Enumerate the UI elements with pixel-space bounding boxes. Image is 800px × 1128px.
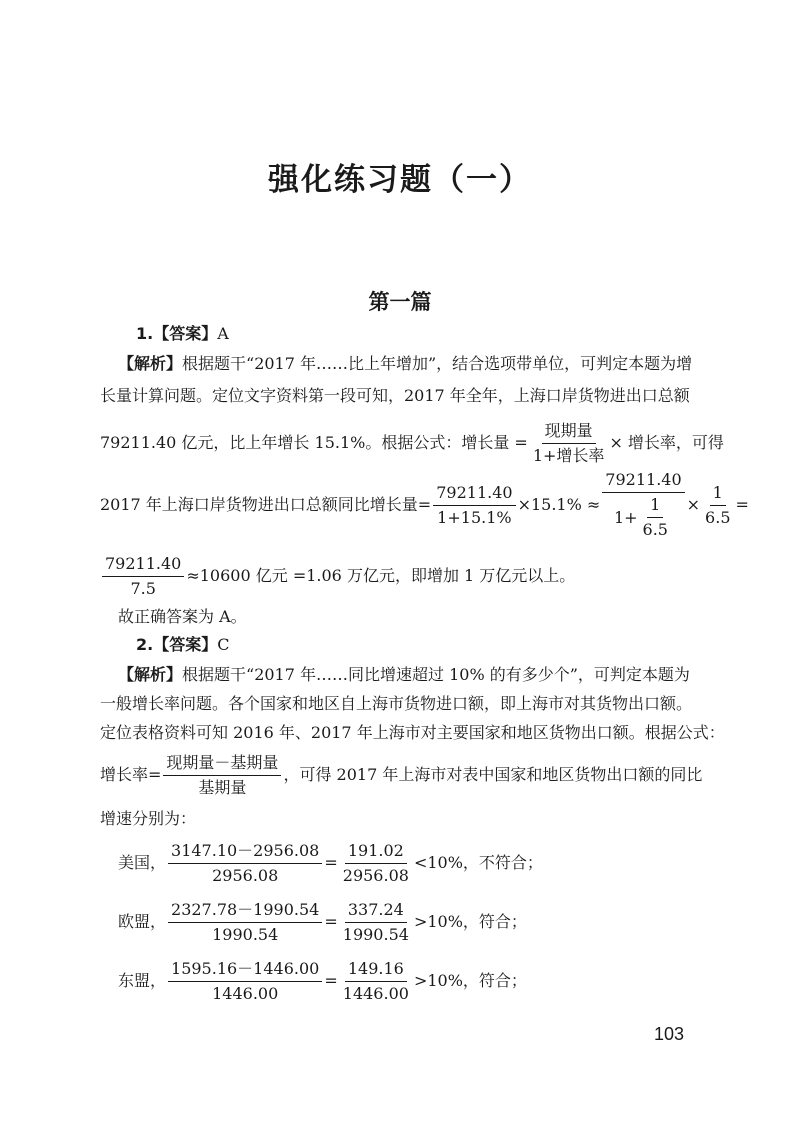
rate-row-asean	[118, 956, 527, 1006]
q1-line5	[100, 551, 575, 601]
rate-row-usa	[118, 838, 543, 888]
calc-mid: ×15.1% ≈	[517, 495, 601, 514]
q1-jiexi-line1	[118, 353, 692, 375]
row-fraction-1	[168, 900, 322, 945]
equals-sign: =	[324, 912, 338, 931]
q1-conclusion: 故正确答案为 A。	[118, 607, 247, 626]
q1-line5-text: ≈10600 亿元 =1.06 万亿元，即增加 1 万亿元以上。	[186, 566, 576, 585]
q2-jiexi-label: 【解析】	[118, 665, 183, 684]
row-result: >10%，符合；	[413, 971, 527, 990]
row-fraction-2	[340, 959, 412, 1004]
row-den-1: 2956.08	[212, 865, 279, 885]
calc-fraction-3	[702, 483, 733, 528]
q2-answer: C	[217, 635, 230, 654]
nested-den: 6.5	[642, 520, 668, 539]
result-den: 7.5	[130, 578, 156, 598]
q2-formula-label: 增长率=	[100, 765, 162, 784]
row-fraction-1	[168, 841, 322, 886]
page-title: 强化练习题（一）	[268, 162, 532, 198]
q1-line3-text: 79211.40 亿元，比上年增长 15.1%。根据公式：增长量 =	[100, 433, 528, 452]
q2-jiexi-line1	[118, 664, 690, 686]
equals-sign: =	[324, 853, 338, 872]
row-fraction-2	[340, 900, 412, 945]
q2-answer-head: 2.【答案】	[136, 635, 218, 654]
row-num-1: 3147.10－2956.08	[168, 841, 322, 864]
q1-line4-text: 2017 年上海口岸货物进出口总额同比增长量=	[100, 495, 432, 514]
q1-growth-formula	[530, 421, 608, 466]
q1-line1-text: 根据题干“2017 年……比上年增加”，结合选项带单位，可判定本题为增	[182, 354, 693, 373]
calc-den-3: 6.5	[705, 507, 731, 527]
rate-row-eu	[118, 897, 527, 947]
q2-line4	[100, 750, 702, 800]
calc-nested-fraction	[640, 495, 671, 540]
calc-eq: =	[735, 495, 749, 514]
calc-num-1: 79211.40	[433, 483, 515, 506]
calc-times: ×	[686, 495, 701, 514]
calc-den-1: 1+15.1%	[437, 507, 512, 527]
row-name: 欧盟，	[118, 912, 167, 931]
calc-den-2	[611, 493, 676, 540]
row-num-2: 149.16	[345, 959, 407, 982]
result-fraction	[102, 554, 184, 599]
q1-line2: 长量计算问题。定位文字资料第一段可知，2017 年全年，上海口岸货物进出口总额	[100, 386, 690, 405]
result-num: 79211.40	[102, 554, 184, 577]
q1-jiexi-label: 【解析】	[118, 354, 183, 373]
row-den-1: 1446.00	[212, 983, 279, 1003]
row-fraction-1	[168, 959, 322, 1004]
equals-sign: =	[324, 971, 338, 990]
row-num-1: 1595.16－1446.00	[168, 959, 322, 982]
row-den-2: 1446.00	[342, 983, 409, 1003]
row-name: 东盟，	[118, 971, 167, 990]
calc-num-3: 1	[710, 483, 726, 506]
q2-answer-line	[136, 634, 229, 656]
calc-fraction-1	[433, 483, 515, 528]
row-num-2: 337.24	[345, 900, 407, 923]
q1-line3	[100, 418, 724, 468]
q2-line1-text: 根据题干“2017 年……同比增速超过 10% 的有多少个”，可判定本题为	[182, 665, 690, 684]
q1-line4	[100, 470, 749, 540]
row-num-2: 191.02	[345, 841, 407, 864]
q2-rate-formula	[163, 753, 281, 798]
formula-numerator: 现期量	[542, 421, 596, 444]
row-name: 美国，	[118, 853, 167, 872]
calc-fraction-2	[602, 470, 684, 540]
calc-den-2-prefix: 1+	[613, 507, 638, 527]
row-result: >10%，符合；	[413, 912, 527, 931]
q1-line3-tail: × 增长率，可得	[609, 433, 724, 452]
q2-formula-num: 现期量－基期量	[163, 753, 281, 776]
row-den-1: 1990.54	[212, 924, 279, 944]
row-fraction-2	[340, 841, 412, 886]
row-result: <10%，不符合；	[413, 853, 543, 872]
q2-line3: 定位表格资料可知 2016 年、2017 年上海市对主要国家和地区货物出口额。根据公式：	[100, 723, 725, 742]
q2-line2: 一般增长率问题。各个国家和地区自上海市货物进口额，即上海市对其货物出口额。	[100, 694, 693, 713]
q1-answer-line	[136, 323, 229, 345]
q2-formula-tail: ，可得 2017 年上海市对表中国家和地区货物出口额的同比	[283, 765, 703, 784]
row-num-1: 2327.78－1990.54	[168, 900, 322, 923]
q1-answer-head: 1.【答案】	[136, 324, 218, 343]
section-heading: 第一篇	[368, 290, 432, 314]
calc-num-2: 79211.40	[602, 470, 684, 493]
page-number: 103	[654, 1024, 685, 1044]
formula-denominator: 1+增长率	[532, 445, 605, 465]
row-den-2: 1990.54	[342, 924, 409, 944]
q1-answer: A	[217, 324, 229, 343]
nested-num: 1	[647, 495, 663, 518]
row-den-2: 2956.08	[342, 865, 409, 885]
q2-line5: 增速分别为：	[100, 809, 197, 828]
q2-formula-den: 基期量	[198, 777, 247, 797]
